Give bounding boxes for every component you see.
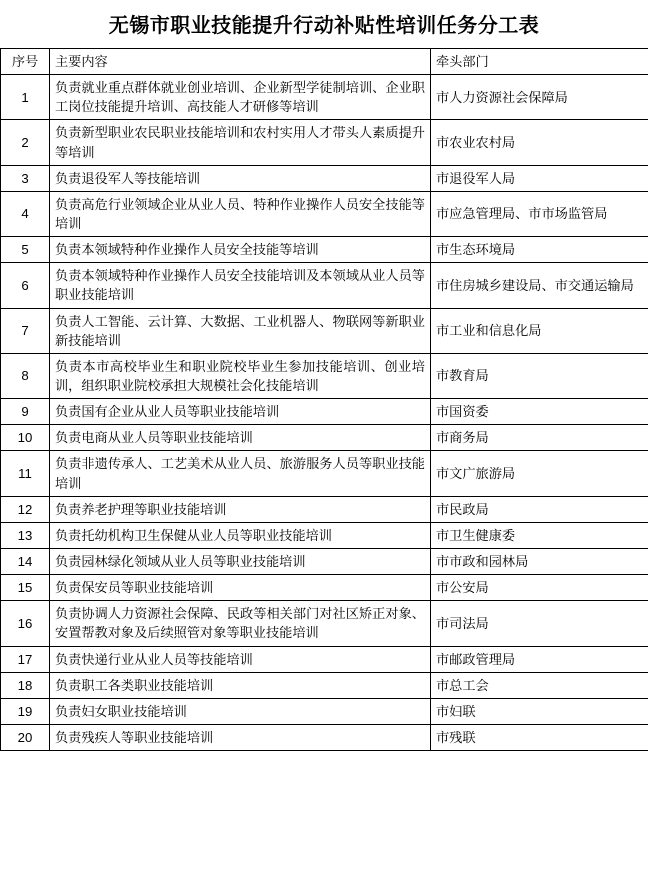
row-no: 6 xyxy=(1,263,50,308)
row-no: 9 xyxy=(1,399,50,425)
row-department: 市人力资源社会保障局 xyxy=(431,75,648,120)
row-no: 8 xyxy=(1,353,50,398)
row-department: 市退役军人局 xyxy=(431,165,648,191)
table-row xyxy=(1,308,648,353)
table-row xyxy=(1,75,648,120)
row-content: 负责残疾人等职业技能培训 xyxy=(50,724,431,750)
table-row xyxy=(1,646,648,672)
table-header xyxy=(1,49,648,75)
row-content: 负责电商从业人员等职业技能培训 xyxy=(50,425,431,451)
row-no: 18 xyxy=(1,672,50,698)
row-content: 负责托幼机构卫生保健从业人员等职业技能培训 xyxy=(50,522,431,548)
table-row xyxy=(1,399,648,425)
row-content: 负责本领域特种作业操作人员安全技能等培训 xyxy=(50,237,431,263)
row-no: 4 xyxy=(1,191,50,236)
row-content: 负责国有企业从业人员等职业技能培训 xyxy=(50,399,431,425)
row-department: 市妇联 xyxy=(431,698,648,724)
row-content: 负责本领域特种作业操作人员安全技能培训及本领域从业人员等职业技能培训 xyxy=(50,263,431,308)
table-row xyxy=(1,548,648,574)
row-department: 市工业和信息化局 xyxy=(431,308,648,353)
row-no: 11 xyxy=(1,451,50,496)
table-row xyxy=(1,191,648,236)
row-content: 负责保安员等职业技能培训 xyxy=(50,575,431,601)
table-row xyxy=(1,263,648,308)
row-no: 2 xyxy=(1,120,50,165)
table-row xyxy=(1,672,648,698)
table-row xyxy=(1,522,648,548)
row-no: 10 xyxy=(1,425,50,451)
row-content: 负责快递行业从业人员等技能培训 xyxy=(50,646,431,672)
row-no: 14 xyxy=(1,548,50,574)
row-department: 市文广旅游局 xyxy=(431,451,648,496)
row-content: 负责人工智能、云计算、大数据、工业机器人、物联网等新职业新技能培训 xyxy=(50,308,431,353)
row-content: 负责职工各类职业技能培训 xyxy=(50,672,431,698)
table-row xyxy=(1,601,648,646)
row-department: 市公安局 xyxy=(431,575,648,601)
row-department: 市司法局 xyxy=(431,601,648,646)
row-no: 16 xyxy=(1,601,50,646)
row-content: 负责就业重点群体就业创业培训、企业新型学徒制培训、企业职工岗位技能提升培训、高技能人才研修等培训 xyxy=(50,75,431,120)
row-department: 市市政和园林局 xyxy=(431,548,648,574)
row-no: 13 xyxy=(1,522,50,548)
table-row xyxy=(1,496,648,522)
row-content: 负责高危行业领域企业从业人员、特种作业操作人员安全技能等培训 xyxy=(50,191,431,236)
row-department: 市住房城乡建设局、市交通运输局 xyxy=(431,263,648,308)
table-row xyxy=(1,698,648,724)
row-content: 负责协调人力资源社会保障、民政等相关部门对社区矫正对象、安置帮教对象及后续照管对象等职业技能培训 xyxy=(50,601,431,646)
table-header-row xyxy=(1,49,648,75)
table-row xyxy=(1,120,648,165)
row-department: 市邮政管理局 xyxy=(431,646,648,672)
row-department: 市农业农村局 xyxy=(431,120,648,165)
row-department: 市应急管理局、市市场监管局 xyxy=(431,191,648,236)
row-no: 1 xyxy=(1,75,50,120)
task-division-table xyxy=(0,48,648,751)
table-row xyxy=(1,165,648,191)
row-content: 负责妇女职业技能培训 xyxy=(50,698,431,724)
table-row xyxy=(1,724,648,750)
row-department: 市民政局 xyxy=(431,496,648,522)
row-department: 市残联 xyxy=(431,724,648,750)
row-department: 市卫生健康委 xyxy=(431,522,648,548)
table-body xyxy=(1,75,648,751)
row-department: 市教育局 xyxy=(431,353,648,398)
row-content: 负责养老护理等职业技能培训 xyxy=(50,496,431,522)
table-row xyxy=(1,353,648,398)
row-content: 负责新型职业农民职业技能培训和农村实用人才带头人素质提升等培训 xyxy=(50,120,431,165)
table-row xyxy=(1,575,648,601)
row-content: 负责非遗传承人、工艺美术从业人员、旅游服务人员等职业技能培训 xyxy=(50,451,431,496)
column-header-no: 序号 xyxy=(1,49,50,75)
table-row xyxy=(1,425,648,451)
row-no: 17 xyxy=(1,646,50,672)
row-content: 负责本市高校毕业生和职业院校毕业生参加技能培训、创业培训，组织职业院校承担大规模社会化技能培训 xyxy=(50,353,431,398)
column-header-department: 牵头部门 xyxy=(431,49,648,75)
row-department: 市商务局 xyxy=(431,425,648,451)
row-department: 市国资委 xyxy=(431,399,648,425)
row-content: 负责园林绿化领域从业人员等职业技能培训 xyxy=(50,548,431,574)
row-department: 市总工会 xyxy=(431,672,648,698)
row-no: 20 xyxy=(1,724,50,750)
table-row xyxy=(1,237,648,263)
row-no: 12 xyxy=(1,496,50,522)
table-row xyxy=(1,451,648,496)
page-title: 无锡市职业技能提升行动补贴性培训任务分工表 xyxy=(108,15,540,37)
row-no: 19 xyxy=(1,698,50,724)
row-no: 7 xyxy=(1,308,50,353)
column-header-content: 主要内容 xyxy=(50,49,431,75)
row-no: 15 xyxy=(1,575,50,601)
row-content: 负责退役军人等技能培训 xyxy=(50,165,431,191)
row-department: 市生态环境局 xyxy=(431,237,648,263)
row-no: 5 xyxy=(1,237,50,263)
row-no: 3 xyxy=(1,165,50,191)
